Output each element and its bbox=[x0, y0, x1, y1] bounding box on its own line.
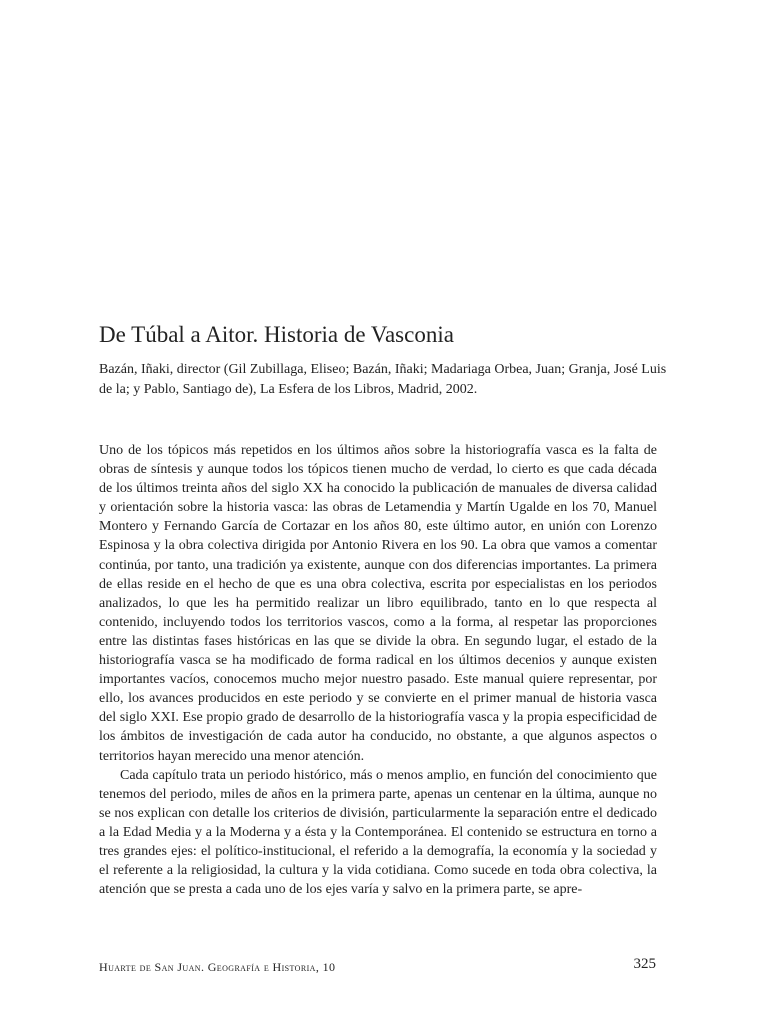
bibliographic-citation: Bazán, Iñaki, director (Gil Zubillaga, Eliseo; Bazán, Iñaki; Madariaga Orbea, Juan; Granja, José Luis de la; y Pablo, Santiago de), La Esfera de los Libros, Madrid, 2002. bbox=[99, 362, 667, 397]
body-paragraph: Cada capítulo trata un periodo histórico, más o menos amplio, en función del conocimiento que tenemos del periodo, miles de años en la primera parte, apenas un centenar en la última, aunque no se nos explican con detalle los criterios de división, particularmente la separación entre el dedicado a la Edad Media y a la Moderna y a ésta y la Contemporánea. El contenido se estructura en torno a tres grandes ejes: el político-institucional, el referido a la demografía, la economía y la sociedad y el referente a la religiosidad, la cultura y la vida cotidiana. Como sucede en toda obra colectiva, la atención que se presta a cada uno de los ejes varía y salvo en la primera parte, se apre- bbox=[99, 767, 657, 898]
running-footer-journal: Huarte de San Juan. Geografía e Historia, 10 bbox=[99, 960, 336, 974]
body-paragraph: Uno de los tópicos más repetidos en los últimos años sobre la historiografía vasca es la falta de obras de síntesis y aunque todos los tópicos tienen mucho de verdad, lo cierto es que cada década de los últimos treinta años del siglo XX ha conocido la publicación de manuales de diversa calidad y orientación sobre la historia vasca: las obras de Letamendia y Martín Ugalde en los 70, Manuel Montero y Fernando García de Cortazar en los años 80, este último autor, en unión con Lorenzo Espinosa y la obra colectiva dirigida por Antonio Rivera en los 90. La obra que vamos a comentar continúa, por tanto, una tradición ya existente, aunque con dos diferencias importantes. La primera de ellas reside en el hecho de que es una obra colectiva, escrita por especialistas en los periodos analizados, lo que les ha permitido realizar un libro equilibrado, tanto en lo que respecta al contenido, incluyendo todos los territorios vascos, como a la forma, al respetar las proporciones entre las distintas fases históricas en las que se divide la obra. En segundo lugar, el estado de la historiografía vasca se ha modificado de forma radical en los últimos decenios y aunque existen importantes vacíos, conocemos mucho mejor nuestro pasado. Este manual quiere representar, por ello, los avances producidos en este periodo y se convierte en el primer manual de historia vasca del siglo XXI. Ese propio grado de desarrollo de la historiografía vasca y la propia especificidad de los ámbitos de investigación de cada autor ha conducido, no obstante, a que algunos aspectos o territorios hayan merecido una menor atención. bbox=[99, 443, 657, 764]
review-body bbox=[99, 441, 657, 899]
page-number: 325 bbox=[633, 956, 656, 972]
review-title: De Túbal a Aitor. Historia de Vasconia bbox=[99, 322, 454, 347]
